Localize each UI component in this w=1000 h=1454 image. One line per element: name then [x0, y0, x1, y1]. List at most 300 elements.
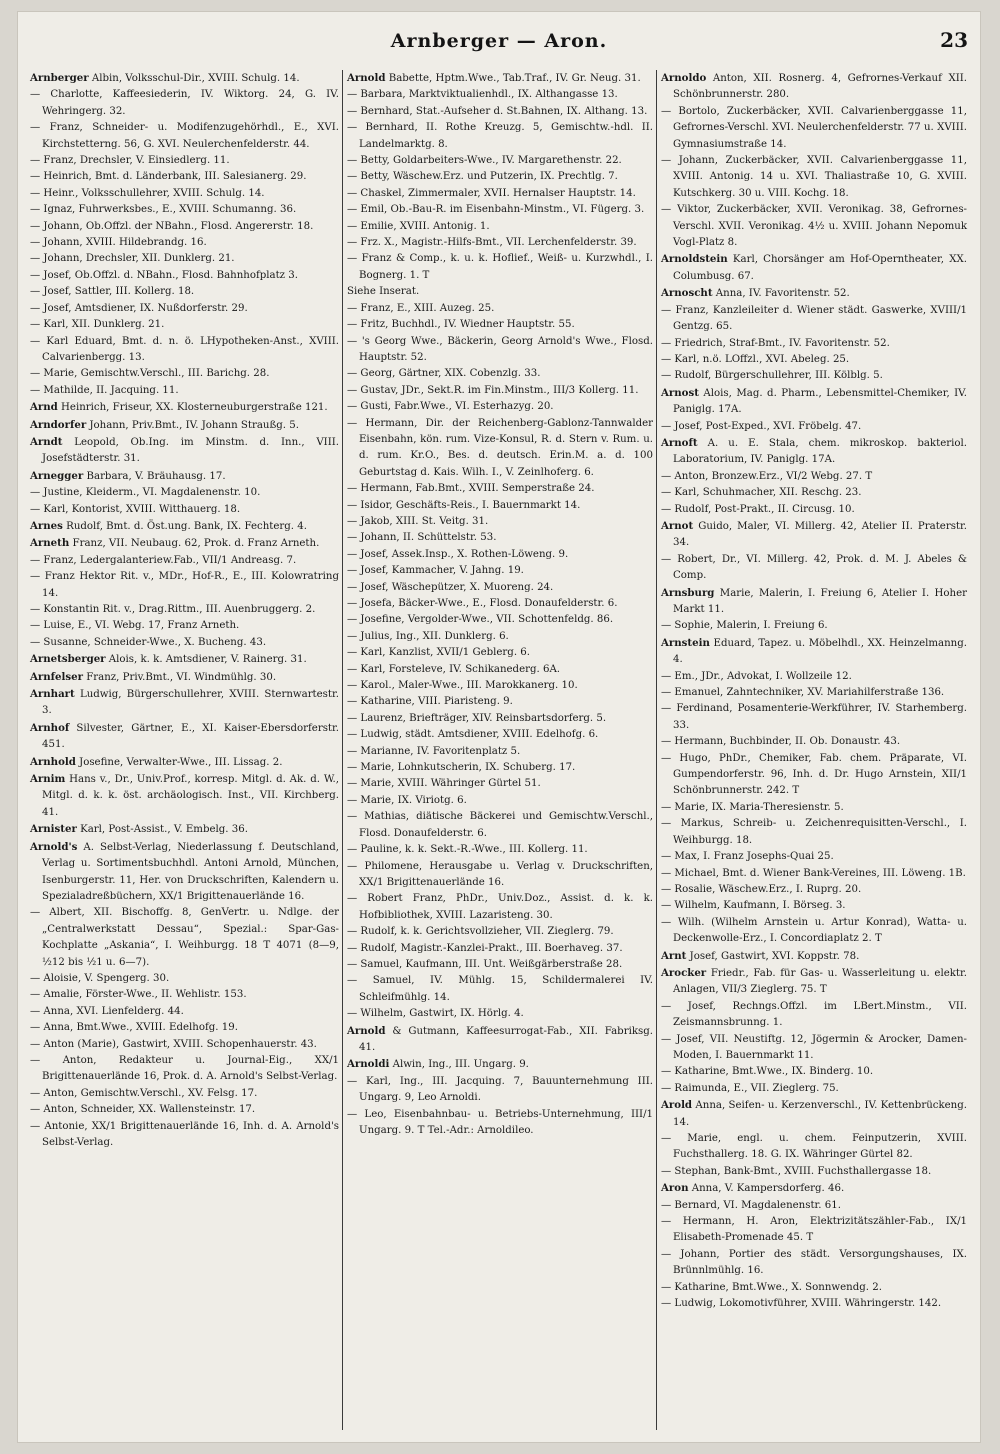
entry-text: — Franz, Kanzleileiter d. Wiener städt. Gaswerke, XVIII/1 Gentzg. 65.: [661, 304, 967, 333]
directory-entry: [347, 498, 653, 514]
entry-text: — Markus, Schreib- u. Zeichenrequisitten-Verschl., I. Weihburgg. 18.: [661, 818, 967, 846]
entry-text: — Katharine, VIII. Piaristeng. 9.: [347, 696, 513, 708]
entry-text: Johann, Priv.Bmt., IV. Johann Straußg. 5.: [86, 419, 300, 431]
entry-text: Leopold, Ob.Ing. im Minstm. d. Inn., VIII. Josefstädterstr. 31.: [42, 436, 339, 465]
entry-text: Anna, IV. Favoritenstr. 52.: [712, 288, 850, 300]
directory-entry: [661, 618, 967, 634]
entry-text: — Johann, XVIII. Hildebrandg. 16.: [30, 237, 207, 249]
directory-entry: [30, 87, 339, 120]
directory-entry: [347, 1074, 653, 1107]
entry-text: — Emilie, XVIII. Antonig. 1.: [347, 220, 490, 232]
directory-entry: [661, 1164, 967, 1180]
directory-entry: [30, 301, 339, 317]
directory-entry: [661, 385, 967, 419]
directory-entry: [347, 793, 653, 809]
entry-text: — Anton, Bronzew.Erz., VI/2 Webg. 27. T: [661, 470, 873, 482]
entry-text: — Josef, Ob.Offzl. d. NBahn., Flosd. Bahnhofplatz 3.: [30, 269, 299, 281]
directory-entry: [661, 849, 967, 865]
entry-surname: Arnstein: [661, 636, 710, 649]
entry-surname: Aron: [661, 1182, 689, 1195]
entry-text: — Franz, Ledergalanteriew.Fab., VII/1 Andreasg. 7.: [30, 554, 297, 566]
directory-entry: [661, 1247, 967, 1280]
directory-entry: [30, 754, 339, 771]
entry-text: Franz, Priv.Bmt., VI. Windmühlg. 30.: [83, 671, 277, 683]
entry-text: — Marie, IX. Viriotg. 6.: [347, 794, 467, 806]
directory-entry: [347, 416, 653, 482]
directory-entry: [661, 1081, 967, 1097]
entry-text: — Chaskel, Zimmermaler, XVII. Hernalser Hauptstr. 14.: [347, 187, 636, 199]
entry-text: Barbara, V. Bräuhausg. 17.: [83, 470, 226, 482]
directory-entry: [661, 352, 967, 368]
entry-text: — Karol., Maler-Wwe., III. Marokkanerg. 10.: [347, 680, 578, 692]
directory-entry: [661, 965, 967, 999]
entry-text: — Karl Eduard, Bmt. d. n. ö. LHypotheken-Anst., XVIII. Calvarienbergg. 13.: [30, 335, 339, 363]
directory-entry: [30, 251, 339, 267]
entry-surname: Arnold: [347, 1024, 386, 1037]
directory-entry: [30, 1102, 339, 1118]
entry-text: — Franz & Comp., k. u. k. Hoflief., Weiß- u. Kurzwhdl., I. Bognerg. 1. T: [347, 253, 653, 281]
entry-text: — Karl, Kanzlist, XVII/1 Geblerg. 6.: [347, 647, 531, 659]
directory-entry: [347, 284, 653, 300]
entry-text: — Marie, IX. Maria-Theresienstr. 5.: [661, 801, 844, 813]
entry-text: — Wilh. (Wilhelm Arnstein u. Artur Konrad), Watta- u. Deckenwolle-Erz., I. Concordiaplatz 2. T: [661, 916, 967, 945]
entry-text: Hans v., Dr., Univ.Prof., korresp. Mitgl. d. Ak. d. W., Mitgl. d. k. k. öst. archäologisch. Inst., VII. Kirchberg. 41.: [42, 774, 339, 818]
directory-entry: [347, 383, 653, 399]
entry-text: — Hermann, Buchbinder, II. Ob. Donaustr. 43.: [661, 736, 901, 748]
directory-entry: [661, 469, 967, 485]
entry-text: Silvester, Gärtner, E., XI. Kaiser-Ebersdorferstr. 451.: [42, 722, 339, 751]
directory-entry: [30, 1119, 339, 1152]
directory-entry: [661, 701, 967, 734]
column-right: [656, 70, 970, 1430]
entry-text: Rudolf, Bmt. d. Öst.ung. Bank, IX. Fechterg. 4.: [62, 520, 307, 532]
directory-entry: [661, 1296, 967, 1312]
entry-text: — Karl, Forsteleve, IV. Schikanederg. 6A.: [347, 663, 561, 675]
entry-surname: Arnhof: [30, 721, 70, 734]
directory-entry: [661, 485, 967, 501]
directory-entry: [30, 434, 339, 468]
entry-surname: Arndt: [30, 435, 63, 448]
entry-text: — Franz, E., XIII. Auzeg. 25.: [347, 302, 495, 314]
directory-entry: [347, 694, 653, 710]
directory-entry: [30, 120, 339, 153]
entry-text: — Karl, Schuhmacher, XII. Reschg. 23.: [661, 487, 862, 499]
entry-text: Eduard, Tapez. u. Möbelhdl., XX. Heinzelmanng. 4.: [673, 637, 967, 666]
directory-entry: [30, 553, 339, 569]
directory-entry: [30, 485, 339, 501]
entry-text: — Josefine, Vergolder-Wwe., VII. Schottenfeldg. 86.: [347, 614, 614, 626]
directory-entry: [30, 987, 339, 1003]
directory-entry: [661, 866, 967, 882]
directory-entry: [30, 602, 339, 618]
entry-text: — Katharine, Bmt.Wwe., IX. Binderg. 10.: [661, 1066, 874, 1078]
entry-text: — Antonie, XX/1 Brigittenauerlände 16, Inh. d. A. Arnold's Selbst-Verlag.: [30, 1120, 339, 1148]
directory-page: [18, 12, 980, 1442]
directory-entry: [30, 186, 339, 202]
directory-entry: [347, 1023, 653, 1057]
entry-surname: Arnister: [30, 823, 77, 836]
entry-text: — Bernard, VI. Magdalenenstr. 61.: [661, 1199, 841, 1211]
entry-text: — Betty, Wäschew.Erz. und Putzerin, IX. Prechtlg. 7.: [347, 171, 618, 183]
entry-text: — Josef, Post-Exped., XVI. Fröbelg. 47.: [661, 420, 862, 432]
entry-text: — Robert Franz, PhDr., Univ.Doz., Assist. d. k. k. Hofbibliothek, XVIII. Lazaristeng. 30.: [347, 893, 653, 921]
entry-surname: Arnetsberger: [30, 653, 106, 666]
directory-entry: [661, 669, 967, 685]
directory-entry: [347, 612, 653, 628]
entry-text: — Bortolo, Zuckerbäcker, XVII. Calvarienberggasse 11, Gefrornes-Verschl. XVI. Neulerchenfelderstr. 77 u. XVIII. Gymnasiumstraße 14.: [661, 105, 967, 150]
directory-entry: [347, 530, 653, 546]
directory-entry: [30, 1086, 339, 1102]
directory-entry: [30, 669, 339, 686]
entry-text: — Johann, Drechsler, XII. Dunklerg. 21.: [30, 253, 235, 265]
entry-text: — Karl, Ing., III. Jacquing. 7, Bauunternehmung III. Ungarg. 9, Leo Arnoldi.: [347, 1075, 653, 1104]
directory-entry: [30, 169, 339, 185]
directory-entry: [661, 104, 967, 153]
entry-surname: Arocker: [661, 966, 707, 979]
entry-text: — Franz, Schneider- u. Modifenzugehörhdl., E., XVI. Kirchstetterng. 56, G. XVI. Neulerchenfelderstr. 44.: [30, 122, 339, 150]
entry-text: — Josef, Amtsdiener, IX. Nußdorferstr. 29.: [30, 302, 248, 314]
entry-text: — Josefa, Bäcker-Wwe., E., Flosd. Donaufelderstr. 6.: [347, 598, 618, 609]
directory-entry: [30, 771, 339, 821]
entry-text: — Friedrich, Straf-Bmt., IV. Favoritenstr. 52.: [661, 337, 890, 349]
directory-entry: [30, 1004, 339, 1020]
directory-entry: [661, 685, 967, 701]
entry-surname: Arnoldo: [661, 72, 707, 84]
directory-entry: [347, 251, 653, 284]
entry-text: — Justine, Kleiderm., VI. Magdalenenstr. 10.: [30, 487, 261, 499]
entry-surname: Arnot: [661, 519, 694, 532]
entry-text: Anton, XII. Rosnerg. 4, Gefrornes-Verkauf XII. Schönbrunnerstr. 280.: [673, 73, 967, 101]
directory-entry: [30, 1053, 339, 1086]
directory-entry: [30, 70, 339, 87]
directory-entry: [661, 303, 967, 336]
entry-text: — Karl, XII. Dunklerg. 21.: [30, 319, 165, 331]
entry-text: — Luise, E., VI. Webg. 17, Franz Arneth.: [30, 620, 240, 632]
entry-text: Friedr., Fab. für Gas- u. Wasserleitung u. elektr. Anlagen, VII/3 Zieglerg. 75. T: [673, 967, 967, 996]
entry-text: Alwin, Ing., III. Ungarg. 9.: [389, 1059, 529, 1071]
directory-entry: [30, 686, 339, 720]
entry-surname: Arnoscht: [661, 287, 713, 300]
directory-entry: [661, 1280, 967, 1296]
entry-surname: Arnoft: [661, 436, 698, 449]
directory-entry: [347, 711, 653, 727]
directory-entry: [30, 1037, 339, 1053]
directory-entry: [30, 535, 339, 552]
entry-text: — Amalie, Förster-Wwe., II. Wehlistr. 153.: [30, 989, 247, 1001]
directory-entry: [347, 842, 653, 858]
directory-entry: [661, 419, 967, 435]
directory-entry: [661, 751, 967, 800]
directory-entry: [347, 1056, 653, 1073]
directory-entry: [661, 800, 967, 816]
entry-text: — Em., JDr., Advokat, I. Wollzeile 12.: [661, 670, 852, 682]
directory-entry: [661, 368, 967, 384]
directory-entry: [661, 1064, 967, 1080]
directory-entry: [30, 383, 339, 399]
entry-text: — Johann, II. Schüttelstr. 53.: [347, 532, 497, 544]
entry-text: — Laurenz, Briefträger, XIV. Reinsbartsdorferg. 5.: [347, 712, 607, 724]
directory-entry: [347, 169, 653, 185]
entry-text: — Georg, Gärtner, XIX. Cobenzlg. 33.: [347, 368, 541, 380]
entry-surname: Arnberger: [30, 72, 89, 84]
directory-entry: [347, 776, 653, 792]
directory-entry: [661, 734, 967, 750]
directory-entry: [30, 468, 339, 485]
directory-entry: [347, 891, 653, 924]
directory-entry: [661, 336, 967, 352]
directory-entry: [347, 760, 653, 776]
directory-entry: [347, 120, 653, 153]
entry-text: — Ludwig, städt. Amtsdiener, XVIII. Edelhofg. 6.: [347, 729, 599, 741]
directory-entry: [661, 915, 967, 948]
entry-text: & Gutmann, Kaffeesurrogat-Fab., XII. Fabriksg. 41.: [359, 1025, 653, 1053]
entry-text: — Marie, XVIII. Währinger Gürtel 51.: [347, 778, 541, 790]
entry-surname: Arnfelser: [30, 670, 83, 683]
directory-entry: [661, 202, 967, 251]
entry-text: — Josef, Assek.Insp., X. Rothen-Löweng. 9.: [347, 548, 569, 560]
entry-text: — Johann, Portier des städt. Versorgungshauses, IX. Brünnlmühlg. 16.: [661, 1248, 967, 1277]
entry-text: Josef, Gastwirt, XVI. Koppstr. 78.: [686, 950, 860, 962]
entry-text: — Susanne, Schneider-Wwe., X. Bucheng. 43.: [30, 636, 267, 648]
entry-text: Anna, V. Kampersdorferg. 46.: [688, 1183, 845, 1195]
entry-surname: Arndorfer: [30, 418, 87, 431]
entry-surname: Arnold: [347, 72, 386, 84]
entry-text: — Anton (Marie), Gastwirt, XVIII. Schopenhauerstr. 43.: [30, 1038, 317, 1050]
entry-text: — Rosalie, Wäschew.Erz., I. Ruprg. 20.: [661, 883, 862, 895]
entry-text: Josefine, Verwalter-Wwe., III. Lissag. 2.: [75, 756, 283, 768]
directory-entry: [347, 235, 653, 251]
entry-text: — Sophie, Malerin, I. Freiung 6.: [661, 620, 828, 632]
entry-text: — Karl, Kontorist, XVIII. Witthauerg. 18.: [30, 503, 241, 515]
entry-text: — Isidor, Geschäfts-Reis., I. Bauernmarkt 14.: [347, 499, 581, 511]
directory-entry: [30, 399, 339, 416]
column-left: [28, 70, 342, 1430]
entry-text: — Fritz, Buchhdl., IV. Wiedner Hauptstr. 55.: [347, 319, 575, 331]
entry-text: — Johann, Ob.Offzl. der NBahn., Flosd. Angererstr. 18.: [30, 220, 314, 232]
entry-text: — Josef, VII. Neustiftg. 12, Jögermin & Arocker, Damen-Moden, I. Bauernmarkt 11.: [661, 1033, 967, 1061]
entry-text: — Max, I. Franz Josephs-Quai 25.: [661, 851, 834, 863]
entry-text: — Bernhard, II. Rothe Kreuzg. 5, Gemischtw.-hdl. II. Landelmarktg. 8.: [347, 122, 653, 150]
directory-entry: [347, 941, 653, 957]
directory-entry: [347, 514, 653, 530]
entry-text: Babette, Hptm.Wwe., Tab.Traf., IV. Gr. Neug. 31.: [385, 73, 641, 84]
entry-text: — Julius, Ing., XII. Dunklerg. 6.: [347, 630, 509, 642]
entry-text: — Mathias, diätische Bäckerei und Gemischtw.Verschl., Flosd. Donaufelderstr. 6.: [347, 811, 653, 839]
entry-text: — Leo, Eisenbahnbau- u. Betriebs-Unternehmung, III/1 Ungarg. 9. T Tel.-Adr.: Arnoldileo.: [347, 1108, 653, 1136]
entry-text: — Ludwig, Lokomotivführer, XVIII. Währingerstr. 142.: [661, 1298, 942, 1310]
directory-entry: [661, 948, 967, 965]
directory-entry: [347, 859, 653, 892]
directory-entry: [661, 882, 967, 898]
entry-text: — Bernhard, Stat.-Aufseher d. St.Bahnen, IX. Althang. 13.: [347, 105, 648, 117]
entry-text: — Raimunda, E., VII. Zieglerg. 75.: [661, 1082, 839, 1094]
directory-entry: [661, 1131, 967, 1164]
entry-text: — Ferdinand, Posamenterie-Werkführer, IV. Starhemberg. 33.: [661, 703, 967, 731]
entry-text: — Franz Hektor Rit. v., MDr., Hof-R., E., III. Kolowratring 14.: [30, 571, 339, 599]
directory-entry: [661, 251, 967, 285]
directory-entry: [347, 580, 653, 596]
entry-text: — Franz, Drechsler, V. Einsiedlerg. 11.: [30, 155, 230, 167]
entry-text: — Hugo, PhDr., Chemiker, Fab. chem. Präparate, VI. Gumpendorferstr. 96, Inh. d. Dr. Hugo Arnstein, XII/1 Schönbrunnerstr. 242. T: [661, 752, 967, 797]
entry-text: — Josef, Sattler, III. Kollerg. 18.: [30, 286, 195, 298]
entry-text: — Johann, Zuckerbäcker, XVII. Calvarienberggasse 11, XVIII. Antonig. 14 u. XVI. Thaliastraße 10, G. XVIII. Kutschkerg. 30 u. VIII. Kochg. 18.: [661, 155, 967, 199]
entry-surname: Arnegger: [30, 469, 84, 482]
directory-entry: [661, 1180, 967, 1197]
directory-entry: [30, 417, 339, 434]
entry-surname: Arnt: [661, 949, 687, 962]
entry-text: — Josef, Wäschepützer, X. Muoreng. 24.: [347, 581, 554, 593]
directory-entry: [30, 569, 339, 602]
directory-entry: [347, 563, 653, 579]
directory-entry: [347, 744, 653, 760]
directory-entry: [30, 202, 339, 218]
entry-surname: Arnoldi: [347, 1058, 390, 1071]
directory-entry: [30, 502, 339, 518]
entry-text: — Gusti, Fabr.Wwe., VI. Esterhazyg. 20.: [347, 401, 554, 413]
entry-text: — Michael, Bmt. d. Wiener Bank-Vereines, III. Löweng. 1B.: [661, 867, 966, 879]
directory-entry: [347, 809, 653, 842]
entry-text: — Katharine, Bmt.Wwe., X. Sonnwendg. 2.: [661, 1281, 882, 1293]
directory-entry: [347, 70, 653, 87]
entry-text: — Betty, Goldarbeiters-Wwe., IV. Margarethenstr. 22.: [347, 155, 622, 167]
directory-entry: [347, 662, 653, 678]
entry-text: — Albert, XII. Bischoffg. 8, GenVertr. u. Ndlge. der „Centralwerkstatt Dessau“, Spezial.: Spar-Gas-Kochplatte „Askania“, I. Weihburgg. 18 T 4071 (8—9, ½12 bis ½1 u. 6—7).: [30, 907, 339, 968]
entry-surname: Arneth: [30, 537, 70, 550]
directory-entry: [30, 284, 339, 300]
directory-entry: [30, 1020, 339, 1036]
directory-entry: [30, 268, 339, 284]
directory-entry: [661, 898, 967, 914]
directory-entry: [661, 153, 967, 202]
directory-entry: [30, 518, 339, 535]
directory-entry: [347, 957, 653, 973]
directory-entry: [347, 596, 653, 612]
entry-text: — Ignaz, Fuhrwerksbes., E., XVIII. Schumanng. 36.: [30, 204, 297, 216]
entry-text: — Stephan, Bank-Bmt., XVIII. Fuchsthallergasse 18.: [661, 1165, 932, 1177]
directory-entry: [347, 645, 653, 661]
column-middle: [342, 70, 656, 1430]
entry-text: Alois, Mag. d. Pharm., Lebensmittel-Chemiker, IV. Paniglg. 17A.: [673, 387, 967, 416]
directory-entry: [30, 720, 339, 754]
directory-entry: [347, 1006, 653, 1022]
entry-text: — Pauline, k. k. Sekt.-R.-Wwe., III. Kollerg. 11.: [347, 844, 588, 856]
entry-text: Marie, Malerin, I. Freiung 6, Atelier I. Hoher Markt 11.: [673, 587, 967, 615]
directory-entry: [30, 366, 339, 382]
directory-entry: [347, 104, 653, 120]
entry-text: — Konstantin Rit. v., Drag.Rittm., III. Auenbruggerg. 2.: [30, 604, 316, 615]
entry-text: Guido, Maler, VI. Millerg. 42, Atelier II. Praterstr. 34.: [673, 520, 967, 549]
entry-surname: Arnd: [30, 401, 58, 414]
entry-text: — 's Georg Wwe., Bäckerin, Georg Arnold's Wwe., Flosd. Hauptstr. 52.: [347, 335, 653, 363]
entry-text: — Barbara, Marktviktualienhdl., IX. Althangasse 13.: [347, 89, 618, 101]
directory-entry: [30, 334, 339, 367]
entry-text: A. u. E. Stala, chem. mikroskop. bakteriol. Laboratorium, IV. Paniglg. 17A.: [673, 437, 967, 466]
entry-text: — Robert, Dr., VI. Millerg. 42, Prok. d. M. J. Abeles & Comp.: [661, 553, 967, 582]
directory-entry: [347, 629, 653, 645]
entry-text: A. Selbst-Verlag, Niederlassung f. Deutschland, Verlag u. Sortimentsbuchhdl. Antoni Arnold, München, Isenburgerstr. 11, Her. von Druckschriften, Kalendern u. Spezialadreßbüchern, XX/1 Brigittenauerlände 16.: [42, 841, 339, 902]
directory-entry: [661, 1032, 967, 1065]
entry-text: — Rudolf, Post-Prakt., II. Circusg. 10.: [661, 503, 855, 515]
entry-text: — Jakob, XIII. St. Veitg. 31.: [347, 515, 489, 527]
entry-text: — Anton, Schneider, XX. Wallensteinstr. 17.: [30, 1104, 256, 1116]
entry-surname: Arnsburg: [661, 586, 715, 599]
entry-text: — Emil, Ob.-Bau-R. im Eisenbahn-Minstm., VI. Fügerg. 3.: [347, 204, 645, 216]
directory-entry: [661, 518, 967, 552]
entry-text: — Charlotte, Kaffeesiederin, IV. Wiktorg. 24, G. IV. Wehringerg. 32.: [30, 89, 339, 117]
directory-entry: [661, 1198, 967, 1214]
entry-text: — Josef, Rechngs.Offzl. im LBert.Minstm., VII. Zeismannsbrunng. 1.: [661, 1000, 967, 1029]
entry-text: — Marie, Lohnkutscherin, IX. Schuberg. 17.: [347, 762, 576, 774]
directory-entry: [661, 502, 967, 518]
entry-surname: Arnhold: [30, 755, 76, 768]
entry-text: — Marie, engl. u. chem. Feinputzerin, XVIII. Fuchsthallerg. 18. G. IX. Währinger Gürtel 82.: [661, 1133, 967, 1161]
entry-text: — Hermann, Dir. der Reichenberg-Gablonz-Tannwalder Eisenbahn, kön. rum. Vize-Konsul, R. d. Stern v. Rum. u. d. rum. Kr.O., Bes. d. deutsch. Erin.M. a. d. 100 Geburtstag d. Kais. Wilh. I., V. Zeinlhoferg. 6.: [347, 417, 653, 478]
entry-text: Siehe Inserat.: [347, 286, 420, 298]
directory-entry: [347, 186, 653, 202]
entry-text: Karl, Post-Assist., V. Embelg. 36.: [76, 824, 248, 836]
directory-entry: [661, 70, 967, 104]
page-header: [18, 26, 980, 66]
entry-text: — Rudolf, k. k. Gerichtsvollzieher, VII. Zieglerg. 79.: [347, 926, 614, 938]
directory-entry: [347, 924, 653, 940]
directory-entry: [661, 1097, 967, 1131]
directory-entry: [30, 839, 339, 906]
directory-entry: [30, 905, 339, 971]
directory-entry: [347, 547, 653, 563]
entry-text: — Hermann, H. Aron, Elektrizitätszähler-Fab., IX/1 Elisabeth-Promenade 45. T: [661, 1216, 967, 1244]
entry-text: Franz, VII. Neubaug. 62, Prok. d. Franz Arneth.: [69, 538, 320, 550]
directory-entry: [347, 973, 653, 1006]
entry-text: — Wilhelm, Gastwirt, IX. Hörlg. 4.: [347, 1008, 524, 1020]
directory-entry: [30, 235, 339, 251]
entry-text: — Hermann, Fab.Bmt., XVIII. Semperstraße 24.: [347, 483, 595, 495]
entry-text: — Rudolf, Bürgerschullehrer, III. Kölblg. 5.: [661, 370, 883, 382]
directory-entry: [30, 635, 339, 651]
directory-entry: [661, 435, 967, 469]
directory-entry: [661, 1214, 967, 1247]
directory-entry: [347, 301, 653, 317]
entry-text: Karl, Chorsänger am Hof-Operntheater, XX. Columbusg. 67.: [673, 254, 967, 282]
directory-entry: [661, 285, 967, 302]
directory-entry: [30, 971, 339, 987]
entry-text: — Anna, Bmt.Wwe., XVIII. Edelhofg. 19.: [30, 1022, 238, 1034]
directory-entry: [661, 816, 967, 849]
entry-text: Alois, k. k. Amtsdiener, V. Rainerg. 31.: [105, 654, 307, 666]
entry-text: — Karl, n.ö. LOffzl., XVI. Abeleg. 25.: [661, 353, 850, 365]
directory-entry: [347, 334, 653, 367]
entry-text: — Samuel, Kaufmann, III. Unt. Weißgärberstraße 28.: [347, 958, 623, 970]
directory-entry: [30, 317, 339, 333]
directory-entry: [30, 821, 339, 838]
entry-text: Albin, Volksschul-Dir., XVIII. Schulg. 14.: [88, 73, 300, 84]
entry-surname: Arnoldstein: [661, 253, 728, 266]
entry-text: — Philomene, Herausgabe u. Verlag v. Druckschriften, XX/1 Brigittenauerlände 16.: [347, 860, 653, 888]
entry-text: — Heinrich, Bmt. d. Länderbank, III. Salesianerg. 29.: [30, 171, 307, 183]
entry-text: — Anton, Redakteur u. Journal-Eig., XX/1 Brigittenauerlände 16, Prok. d. A. Arnold's Selbst-Verlag.: [30, 1054, 339, 1083]
directory-entry: [347, 481, 653, 497]
directory-entry: [347, 1107, 653, 1140]
page-number: 23: [940, 28, 968, 52]
entry-text: — Samuel, IV. Mühlg. 15, Schildermalerei IV. Schleifmühlg. 14.: [347, 975, 653, 1003]
directory-entry: [347, 366, 653, 382]
entry-text: — Marianne, IV. Favoritenplatz 5.: [347, 745, 521, 757]
directory-entry: [30, 651, 339, 668]
entry-text: Heinrich, Friseur, XX. Klosterneuburgerstraße 121.: [57, 402, 328, 414]
entry-surname: Arnim: [30, 773, 66, 786]
directory-entry: [30, 219, 339, 235]
entry-text: — Heinr., Volksschullehrer, XVIII. Schulg. 14.: [30, 187, 265, 199]
directory-entry: [347, 87, 653, 103]
